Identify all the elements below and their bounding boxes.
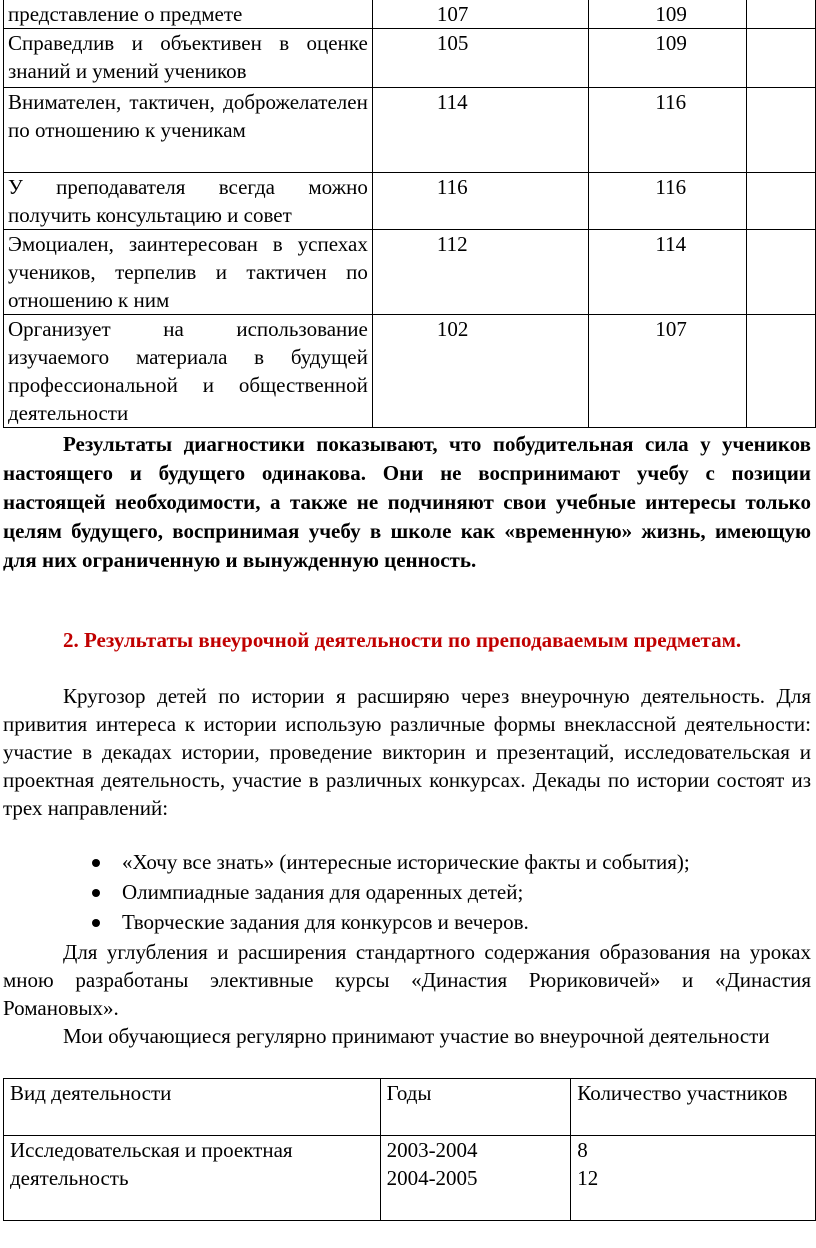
value-cell: 102 xyxy=(372,315,589,428)
criterion-cell: У преподавателя всегда можно получить консультацию и совет xyxy=(4,173,373,230)
list-item xyxy=(0,878,690,908)
value-cell: 109 xyxy=(589,29,746,88)
list-item-text: Творческие задания для конкурсов и вечеров. xyxy=(122,910,529,934)
empty-cell xyxy=(746,173,815,230)
criterion-cell: Организует на использование изучаемого материала в будущей профессиональной и общественной деятельности xyxy=(4,315,373,428)
empty-cell xyxy=(746,29,815,88)
table-row xyxy=(4,173,816,230)
header-participants: Количество участников xyxy=(571,1079,816,1136)
empty-cell xyxy=(746,315,815,428)
empty-cell xyxy=(746,0,815,29)
results-paragraph: Результаты диагностики показывают, что побудительная сила у учеников настоящего и будущего одинакова. Они не воспринимают учебу с позиции настоящей необходимости, а также не подчиняют свои учебные интересы только целям будущего, воспринимая учебу в школе как «временную» жизнь, имеющую для них ограниченную и вынужденную ценность. xyxy=(3,432,811,572)
value-cell: 116 xyxy=(589,173,746,230)
activities-table xyxy=(3,1078,816,1221)
value-cell: 105 xyxy=(372,29,589,88)
decade-directions-list xyxy=(0,848,690,938)
value-cell: 114 xyxy=(372,88,589,173)
year-value: 2004-2005 xyxy=(386,1166,478,1190)
list-item xyxy=(0,908,690,938)
value-cell: 114 xyxy=(589,230,746,315)
table-row xyxy=(4,315,816,428)
criterion-cell: Эмоциален, заинтересован в успехах учеников, терпелив и тактичен по отношению к ним xyxy=(4,230,373,315)
criterion-cell: Справедлив и объективен в оценке знаний и умений учеников xyxy=(4,29,373,88)
table-row xyxy=(4,29,816,88)
value-cell: 107 xyxy=(589,315,746,428)
value-cell: 109 xyxy=(589,0,746,29)
empty-cell xyxy=(746,230,815,315)
table-row xyxy=(4,88,816,173)
count-value: 12 xyxy=(577,1166,599,1190)
courses-paragraph: Для углубления и расширения стандартного содержания образования на уроках мною разработаны элективные курсы «Династия Рюриковичей» и «Династия Романовых». xyxy=(3,940,811,1020)
header-years: Годы xyxy=(380,1079,571,1136)
activity-cell: Исследовательская и проектная деятельность xyxy=(4,1136,381,1221)
evaluation-table xyxy=(3,0,816,428)
value-cell: 116 xyxy=(589,88,746,173)
value-cell: 107 xyxy=(372,0,589,29)
bullet-icon xyxy=(92,889,100,897)
year-value: 2003-2004 xyxy=(386,1138,478,1162)
intro-paragraph: Кругозор детей по истории я расширяю через внеурочную деятельность. Для привития интереса к истории использую различные формы внеклассной деятельности: участие в декадах истории, проведение викторин и презентаций, исследовательская и проектная деятельность, участие в различных конкурсах. Декады по истории состоят из трех направлений: xyxy=(3,684,811,820)
table-row xyxy=(4,1136,816,1221)
section-heading: 2. Результаты внеурочной деятельности по преподаваемым предметам. xyxy=(63,628,742,652)
count-cell xyxy=(571,1136,816,1221)
participation-paragraph: Мои обучающиеся регулярно принимают участие во внеурочной деятельности xyxy=(63,1024,770,1048)
table-row xyxy=(4,0,816,29)
table-header-row xyxy=(4,1079,816,1136)
list-item-text: Олимпиадные задания для одаренных детей; xyxy=(122,880,524,904)
value-cell: 112 xyxy=(372,230,589,315)
criterion-cell: представление о предмете xyxy=(4,0,373,29)
criterion-cell: Внимателен, тактичен, доброжелателен по отношению к ученикам xyxy=(4,88,373,173)
bullet-icon xyxy=(92,859,100,867)
years-cell xyxy=(380,1136,571,1221)
list-item xyxy=(0,848,690,878)
value-cell: 116 xyxy=(372,173,589,230)
bullet-icon xyxy=(92,919,100,927)
header-activity: Вид деятельности xyxy=(4,1079,381,1136)
count-value: 8 xyxy=(577,1138,588,1162)
empty-cell xyxy=(746,88,815,173)
table-row xyxy=(4,230,816,315)
list-item-text: «Хочу все знать» (интересные исторические факты и события); xyxy=(122,850,690,874)
